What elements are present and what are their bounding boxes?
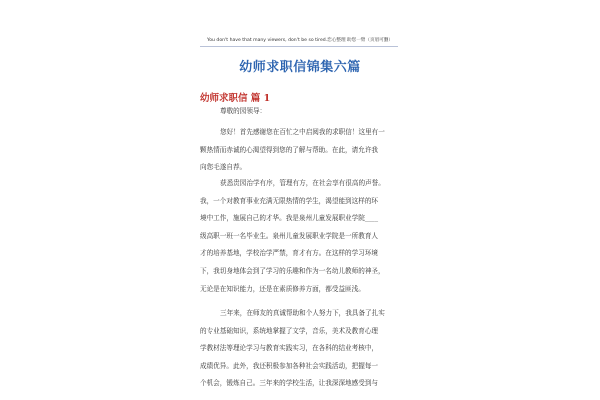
paragraph-three-years bbox=[200, 305, 398, 393]
paragraph-line: 尊敬的园领导： bbox=[220, 107, 267, 115]
paragraph-line: 颗热情而赤诚的心渴望得到您的了解与帮助。在此，请允许我 bbox=[200, 145, 379, 154]
paragraph-line: 我，一个对教育事业充满无限热情的学生，渴望能到这样的环 bbox=[200, 196, 379, 205]
paragraph-line: 境中工作，施展自己的才华。我是泉州儿童发展职业学院____ bbox=[200, 214, 379, 223]
paragraph-line: 级高职一班一名毕业生。泉州儿童发展职业学院是一所教育人 bbox=[200, 231, 379, 240]
page-header-text: You don't have that many viewers, don't be so tired.恋心整理 助您一臂（页眉可删） bbox=[207, 38, 393, 43]
paragraph-line: 三年来，在师友的真诚帮助和个人努力下，我具备了扎实 bbox=[220, 309, 385, 317]
paragraph-line: 个机会，锻炼自己。三年来的学校生活，让我深深地感受到与 bbox=[200, 379, 379, 388]
paragraph-line: 您好！首先感谢您在百忙之中启阅我的求职信！这里有一 bbox=[220, 128, 385, 136]
paragraph-school-intro bbox=[200, 175, 398, 298]
paragraph-greeting bbox=[200, 124, 398, 177]
paragraph-line: 学教材法等理论学习与教育实践实习，在各科的结业考核中， bbox=[200, 344, 379, 353]
document-title: 幼师求职信锦集六篇 bbox=[239, 60, 361, 75]
paragraph-line: 下，我切身地体会到了学习的乐趣和作为一名幼儿教师的神圣， bbox=[200, 266, 385, 275]
paragraph-line: 成绩优异。此外，我还积极参加各种社会实践活动，把握每一 bbox=[200, 361, 379, 370]
section-heading: 幼师求职信 篇 1 bbox=[200, 93, 271, 104]
header-divider bbox=[200, 46, 398, 47]
paragraph-salutation bbox=[200, 103, 398, 121]
paragraph-line: 向您毛遂自荐。 bbox=[200, 163, 247, 172]
paragraph-line: 的专业基础知识，系统地掌握了文学，音乐，美术及教育心理 bbox=[200, 326, 379, 335]
paragraph-line: 才的培养基地，学校治学严禁，育才有方。在这样的学习环境 bbox=[200, 249, 379, 258]
paragraph-line: 无论是在知识能力，还是在素质修养方面，都受益匪浅。 bbox=[200, 284, 365, 293]
paragraph-line: 获悉贵园治学有序，管理有方，在社会享有很高的声誉。 bbox=[220, 179, 385, 187]
